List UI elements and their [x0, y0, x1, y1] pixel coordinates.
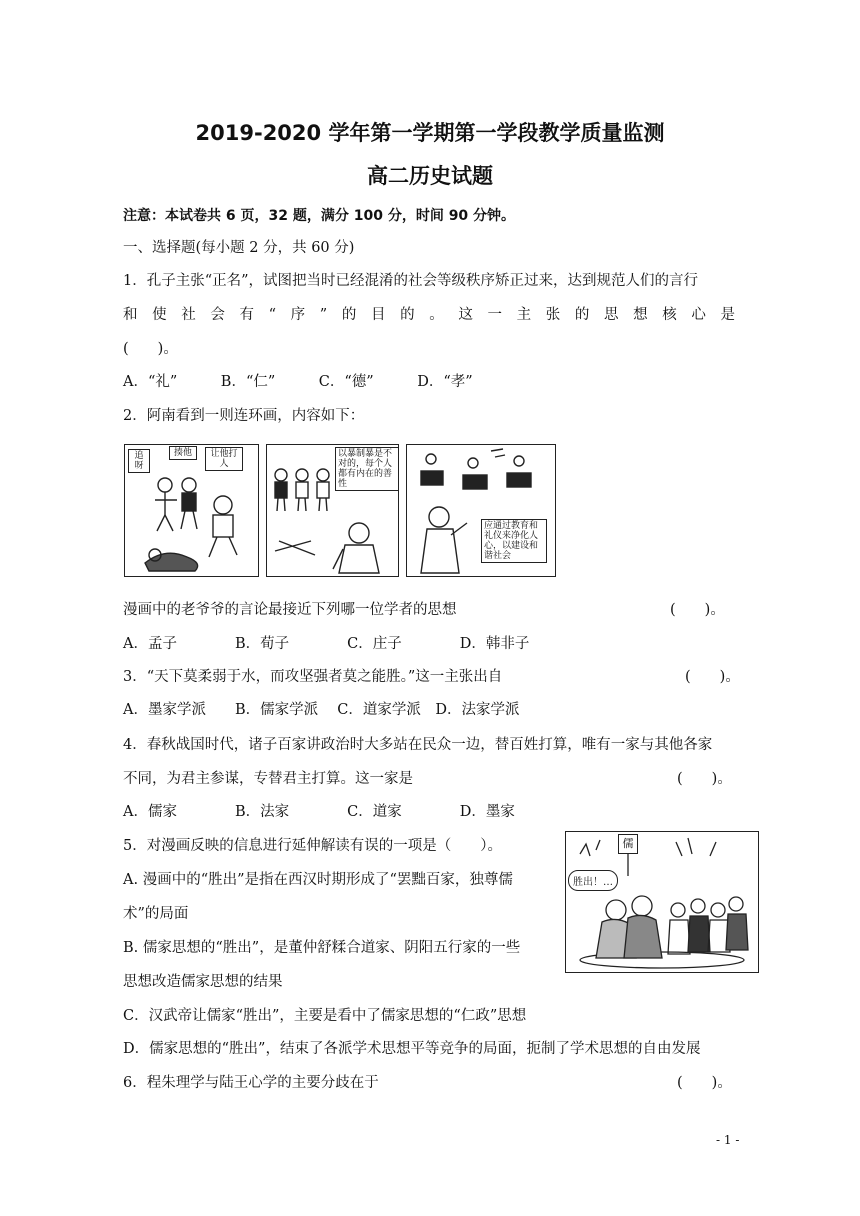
q5-option-b-line2: 思想改造儒家思想的结果: [123, 974, 283, 990]
comic-panel-1: [124, 444, 259, 577]
q4-line1: 4．春秋战国时代，诸子百家讲政治时大多站在民众一边，替百姓打算，唯有一家与其他各家: [123, 737, 713, 753]
comic-panel-1-bubble-c: 让他打人: [205, 447, 243, 471]
q5-stem: 5．对漫画反映的信息进行延伸解读有误的一项是（ ）。: [123, 838, 502, 854]
q5-option-a-line2: 术”的局面: [123, 906, 189, 922]
q2-answer-paren: ( )。: [670, 602, 725, 618]
exam-title: 2019-2020 学年第一学期第一学段教学质量监测: [195, 121, 665, 145]
exam-subtitle: 高二历史试题: [367, 164, 493, 188]
comic-panel-1-bubble-b: 揍他: [169, 446, 197, 460]
q2-question-line: 漫画中的老爷爷的言论最接近下列哪一位学者的思想: [123, 602, 457, 618]
comic-panel-3-bubble: 应通过教育和礼仪来净化人心，以建设和谐社会: [481, 519, 547, 563]
comic-panel-1-bubble-a: 追呀: [128, 449, 150, 473]
confucian-sign: 儒: [618, 834, 638, 854]
q6-line: 6．程朱理学与陆王心学的主要分歧在于: [123, 1075, 379, 1091]
confucianism-victory-illustration: [566, 832, 758, 972]
q1-line3: ( )。: [123, 341, 178, 357]
cartoon-speech-bubble: 胜出！…: [568, 870, 618, 891]
q4-answer-paren: ( )。: [677, 771, 732, 787]
notice-text: 注意：本试卷共 6 页，32 题，满分 100 分，时间 90 分钟。: [123, 208, 516, 224]
q5-option-a-line1: A. 漫画中的“胜出”是指在西汉时期形成了“罢黜百家，独尊儒: [123, 872, 513, 888]
q5-option-b-line1: B. 儒家思想的“胜出”，是董仲舒糅合道家、阴阳五行家的一些: [123, 940, 521, 956]
q6-answer-paren: ( )。: [677, 1075, 732, 1091]
q3-options: A．墨家学派 B．儒家学派 C．道家学派 D．法家学派: [123, 702, 520, 718]
q1-line2: 和使社会有“序”的目的。这一主张的思想核心是: [123, 307, 737, 323]
section-heading: 一、选择题(每小题 2 分，共 60 分): [123, 240, 355, 256]
comic-panel-2: [266, 444, 399, 577]
q2-stem: 2．阿南看到一则连环画，内容如下：: [123, 408, 365, 424]
page-number: - 1 -: [716, 1133, 740, 1147]
confucianism-cartoon: [565, 831, 759, 973]
q3-answer-paren: ( )。: [685, 669, 740, 685]
comic-panel-3: [406, 444, 556, 577]
q5-option-d: D．儒家思想的“胜出”，结束了各派学术思想平等竞争的局面，扼制了学术思想的自由发展: [123, 1041, 701, 1057]
q2-options: A．孟子 B．荀子 C．庄子 D．韩非子: [123, 636, 530, 652]
q4-line2: 不同，为君主参谋，专替君主打算。这一家是: [123, 771, 413, 787]
q1-line1: 1．孔子主张“正名”，试图把当时已经混淆的社会等级秩序矫正过来，达到规范人们的言行: [123, 273, 699, 289]
q1-options: A．“礼” B．“仁” C．“德” D．“孝”: [123, 374, 473, 390]
comic-panel-2-bubble: 以暴制暴是不对的，每个人都有内在的善性: [335, 447, 399, 491]
q3-line: 3．“天下莫柔弱于水，而攻坚强者莫之能胜。”这一主张出自: [123, 669, 503, 685]
q5-option-c: C．汉武帝让儒家“胜出”，主要是看中了儒家思想的“仁政”思想: [123, 1008, 527, 1024]
q4-options: A．儒家 B．法家 C．道家 D．墨家: [123, 804, 515, 820]
